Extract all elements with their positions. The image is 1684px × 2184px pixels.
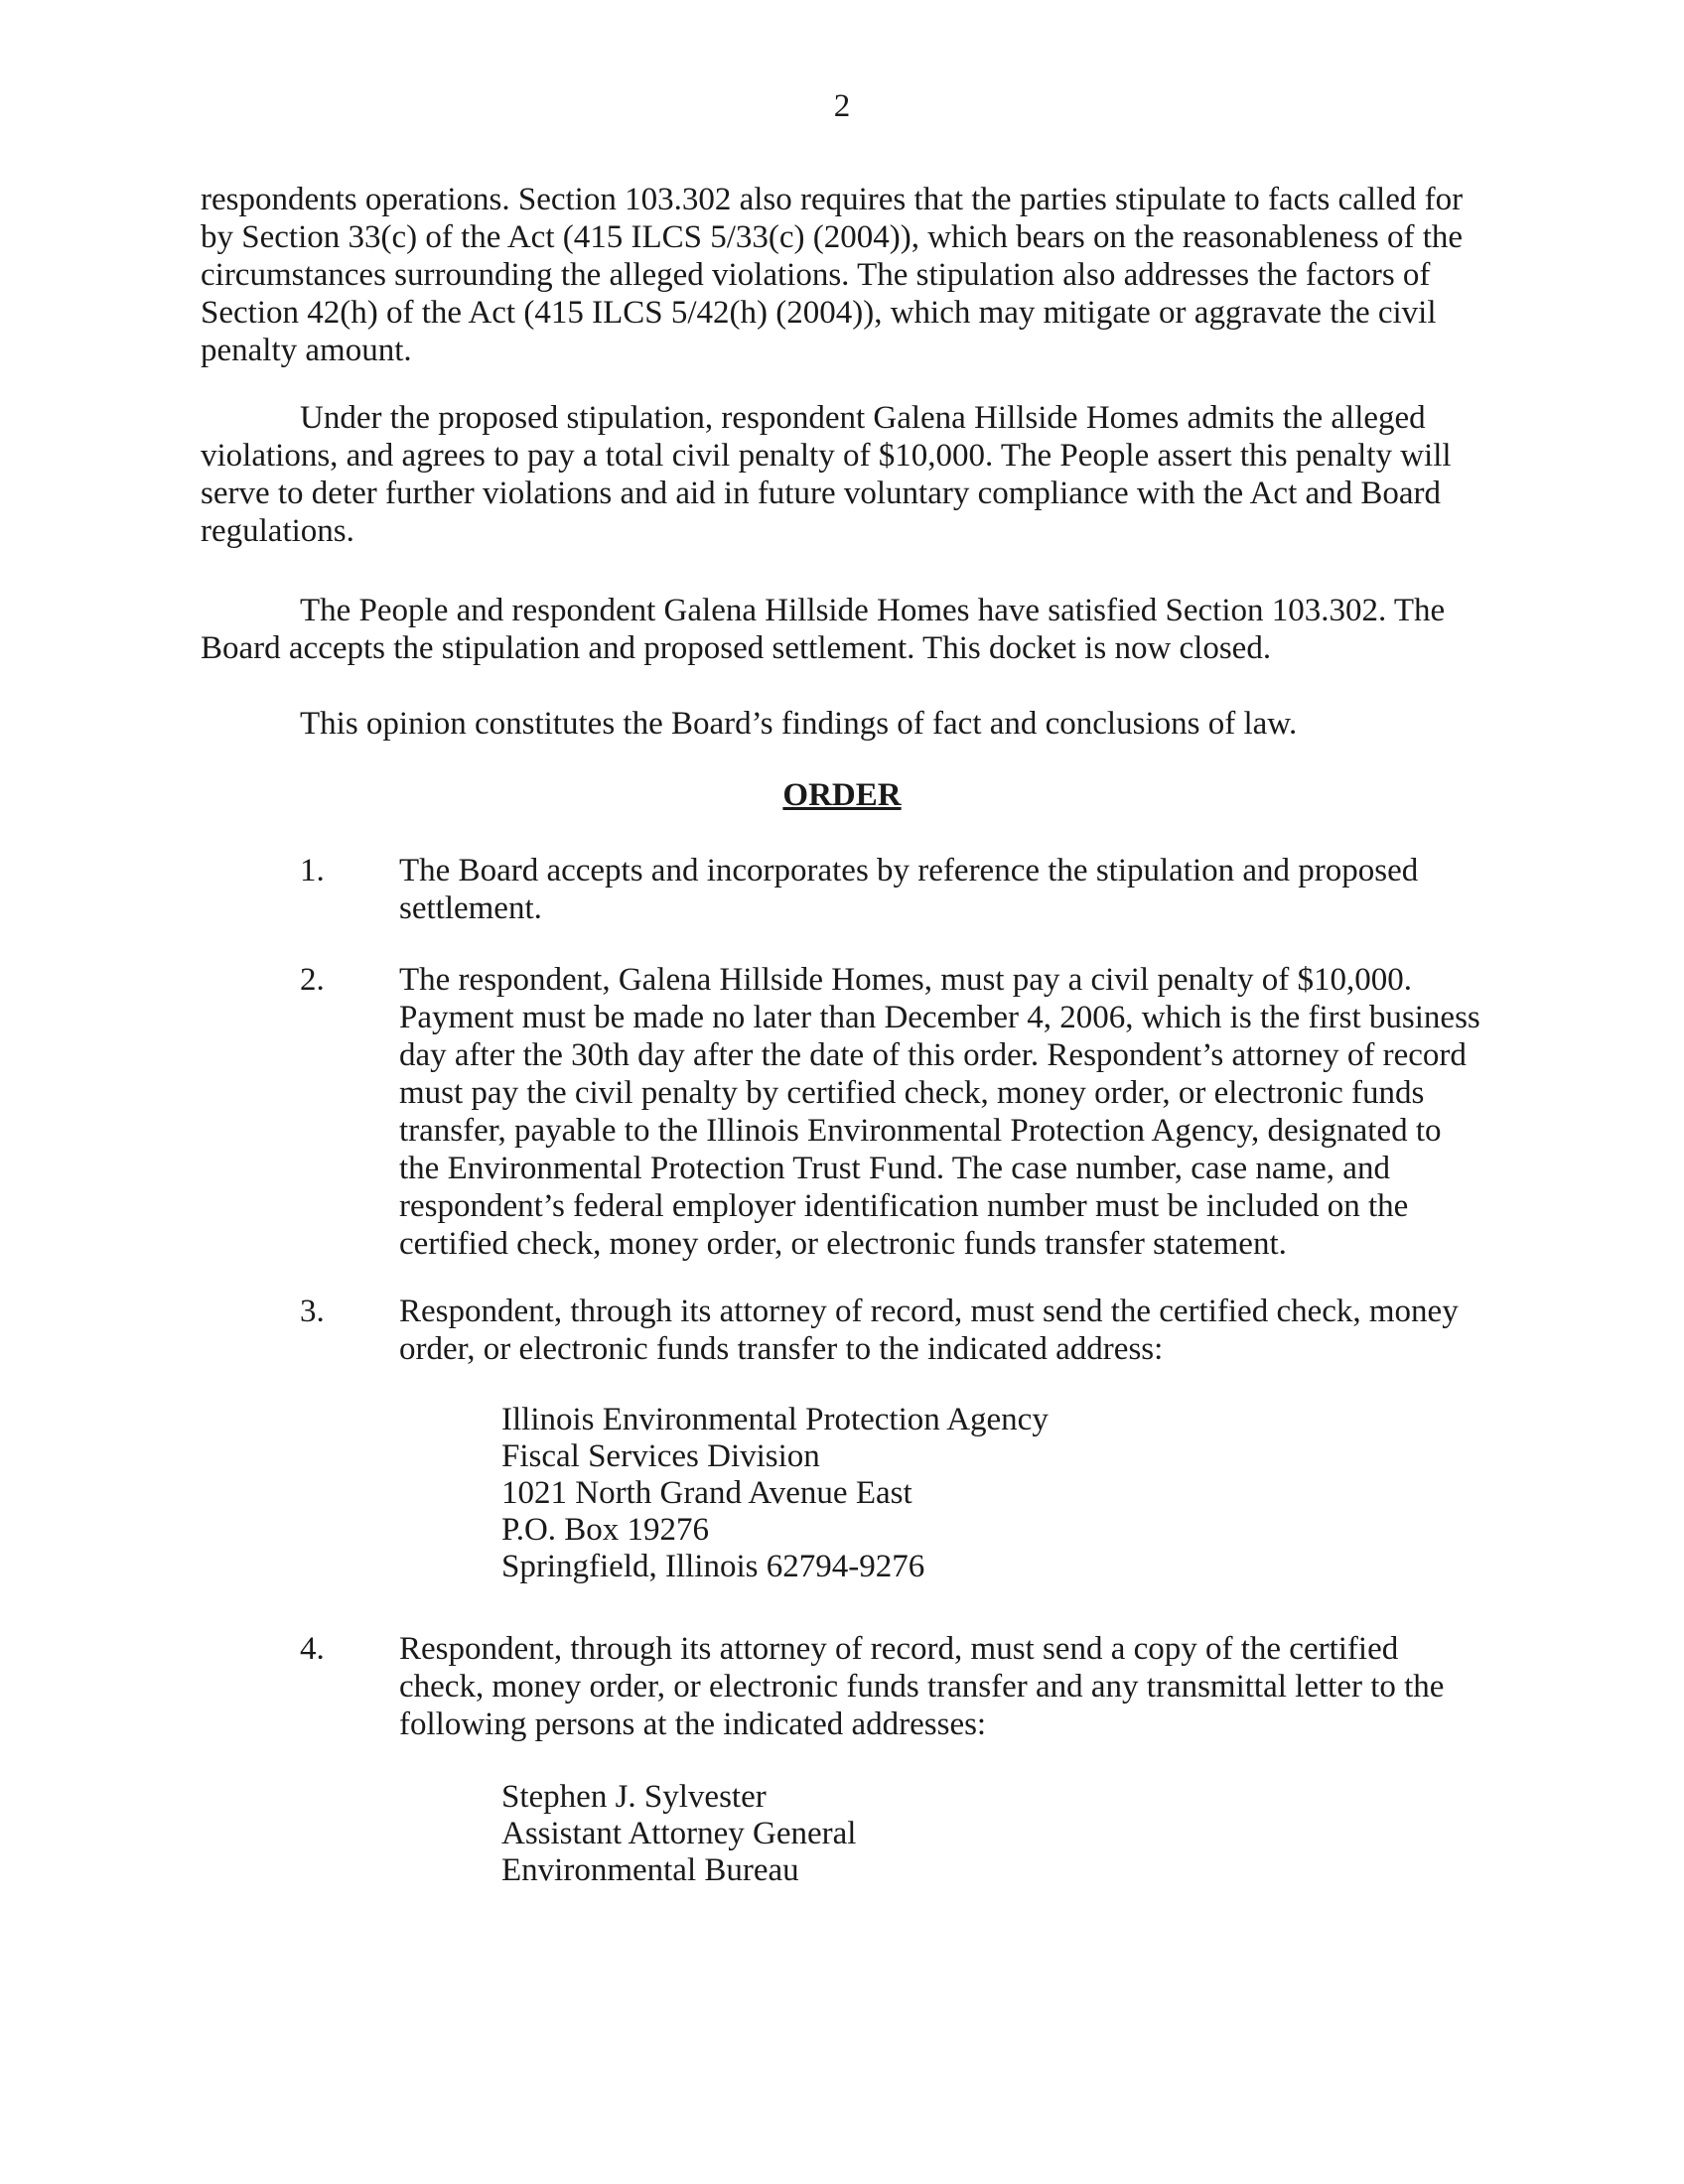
order-item bbox=[300, 961, 1481, 1263]
address-line: Fiscal Services Division bbox=[501, 1438, 820, 1474]
page-number: 2 bbox=[833, 88, 851, 124]
order-heading: ORDER bbox=[782, 777, 902, 813]
order-item-text: The respondent, Galena Hillside Homes, must pay a civil penalty of $10,000. Payment must be made no later than December 4, 2006, which is the first business day after the 30th day after the date of this order. Respondent’s attorney of record must pay the civil penalty by certified check, money order, or electronic funds transfer, payable to the Illinois Environmental Protection Agency, designated to the Environmental Protection Trust Fund. The case number, case name, and respondent’s federal employer identification number must be included on the certified check, money order, or electronic funds transfer statement. bbox=[399, 962, 1480, 1262]
address-line: Illinois Environmental Protection Agency bbox=[501, 1402, 1049, 1437]
address-line: Springfield, Illinois 62794-9276 bbox=[501, 1549, 925, 1584]
order-item bbox=[300, 852, 1481, 927]
address-line: Environmental Bureau bbox=[501, 1852, 799, 1888]
order-item-number: 4. bbox=[300, 1631, 325, 1667]
order-item-text: The Board accepts and incorporates by reference the stipulation and proposed settlement. bbox=[399, 853, 1419, 926]
paragraph-findings: This opinion constitutes the Board’s findings of fact and conclusions of law. bbox=[300, 706, 1298, 742]
order-item-text: Respondent, through its attorney of record, must send the certified check, money order, or electronic funds transfer to the indicated address: bbox=[399, 1294, 1459, 1367]
order-item-number: 2. bbox=[300, 962, 325, 998]
address-line: P.O. Box 19276 bbox=[501, 1512, 710, 1548]
order-item-number: 1. bbox=[300, 853, 325, 888]
address-block-attorney-general bbox=[501, 1779, 856, 1889]
paragraph-board-acceptance: The People and respondent Galena Hillside Homes have satisfied Section 103.302. The Board accepts the stipulation and proposed settlement. This docket is now closed. bbox=[201, 593, 1446, 666]
order-item bbox=[300, 1630, 1481, 1743]
order-item-number: 3. bbox=[300, 1294, 325, 1329]
address-line: Stephen J. Sylvester bbox=[501, 1779, 767, 1815]
address-block-iepa bbox=[501, 1402, 1049, 1585]
paragraph-section-requirements: respondents operations. Section 103.302 also requires that the parties stipulate to facts called for by Section 33(c) of the Act (415 ILCS 5/33(c) (2004)), which bears on the reasonableness of the circumstances surrounding the alleged violations. The stipulation also addresses the factors of Section 42(h) of the Act (415 ILCS 5/42(h) (2004)), which may mitigate or aggravate the civil penalty amount. bbox=[201, 182, 1464, 368]
address-line: Assistant Attorney General bbox=[501, 1816, 857, 1851]
order-item-text: Respondent, through its attorney of record, must send a copy of the certified check, money order, or electronic funds transfer and any transmittal letter to the following persons at the indicated addresses: bbox=[399, 1631, 1445, 1742]
order-item bbox=[300, 1293, 1481, 1368]
address-line: 1021 North Grand Avenue East bbox=[501, 1475, 912, 1511]
paragraph-proposed-stipulation: Under the proposed stipulation, respondent Galena Hillside Homes admits the alleged violations, and agrees to pay a total civil penalty of $10,000. The People assert this penalty will serve to deter further violations and aid in future voluntary compliance with the Act and Board regulations. bbox=[201, 400, 1452, 549]
